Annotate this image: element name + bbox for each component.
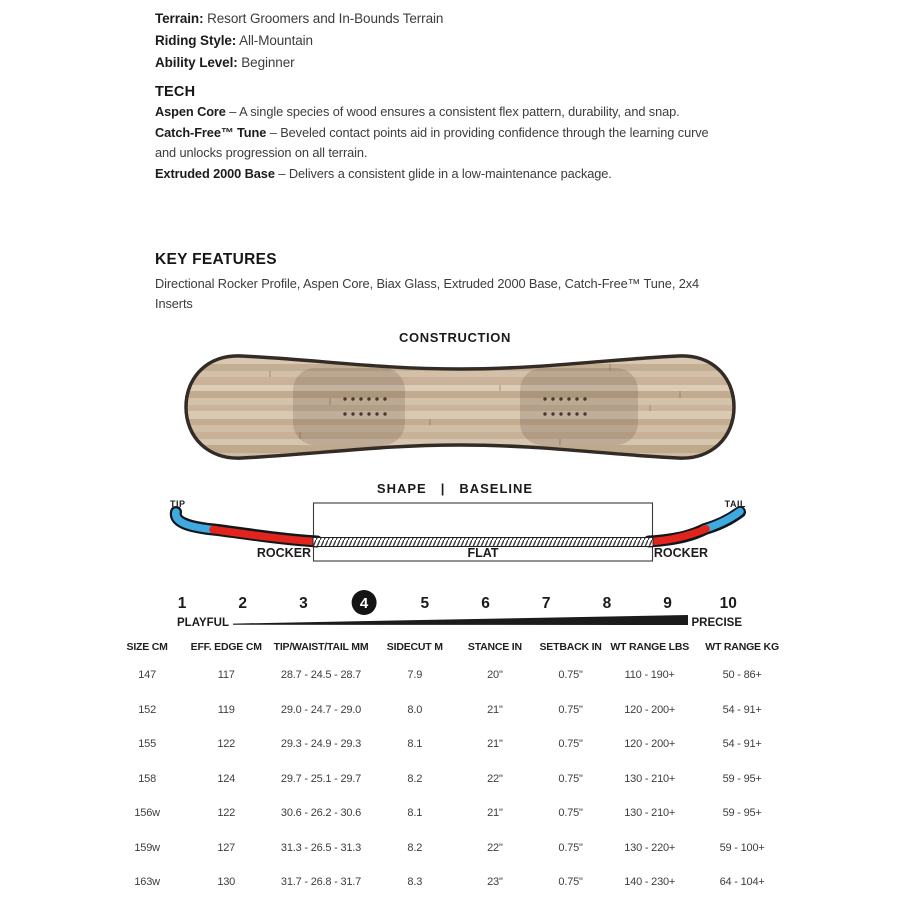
spec-table <box>112 636 794 900</box>
flex-gradient-wedge <box>233 615 688 625</box>
table-cell: 23" <box>487 876 503 889</box>
table-cell: 130 <box>217 876 236 889</box>
tech-item-desc: A single species of wood ensures a consistent flex pattern, durability, and snap. <box>239 104 680 119</box>
construction-heading: CONSTRUCTION <box>399 330 511 345</box>
scale-point-5: 5 <box>420 595 430 612</box>
tech-item-name: Aspen Core <box>155 104 226 119</box>
terrain-label: Terrain: <box>155 11 204 26</box>
table-cell: 0.75" <box>558 738 583 751</box>
tech-item-aspen-core <box>155 102 727 123</box>
riding-style-label: Riding Style: <box>155 33 237 48</box>
table-cell: 8.1 <box>407 807 423 820</box>
rocker-right-label: ROCKER <box>653 546 709 560</box>
table-cell: 21" <box>487 807 503 820</box>
table-cell: 7.9 <box>407 669 423 682</box>
table-cell: 119 <box>217 703 235 716</box>
table-cell: 0.75" <box>558 669 583 682</box>
table-cell: 30.6 - 26.2 - 30.6 <box>280 807 362 820</box>
shape-baseline-heading <box>155 481 755 496</box>
tech-item-catch-free-tune <box>155 123 727 164</box>
table-cell: 28.7 - 24.5 - 28.7 <box>280 669 362 682</box>
dash: – <box>269 124 277 140</box>
baseline-label: BASELINE <box>459 481 534 496</box>
table-header-row <box>112 636 794 658</box>
ability-level-label: Ability Level: <box>155 55 238 70</box>
table-cell: 29.3 - 24.9 - 29.3 <box>280 738 362 751</box>
column-header: WT RANGE LBS <box>610 641 690 653</box>
column-header: SETBACK IN <box>539 641 602 653</box>
tail-label: TAIL <box>724 499 746 509</box>
table-row <box>112 762 794 797</box>
column-header: STANCE IN <box>467 641 522 653</box>
table-cell: 147 <box>138 669 156 682</box>
table-cell: 0.75" <box>558 841 583 854</box>
table-cell: 8.2 <box>407 772 423 785</box>
table-cell: 59 - 95+ <box>722 807 762 820</box>
table-row <box>112 658 794 693</box>
table-cell: 110 - 190+ <box>624 669 675 682</box>
table-cell: 22" <box>487 841 503 854</box>
table-cell: 0.75" <box>558 807 583 820</box>
insert-pad-left <box>293 368 405 445</box>
table-row <box>112 865 794 900</box>
table-cell: 0.75" <box>558 772 583 785</box>
tech-item-desc: Beveled contact points aid in providing confidence through the learning curve and unlocks progression on all terrain. <box>155 124 709 160</box>
table-cell: 54 - 91+ <box>722 703 762 716</box>
scale-point-2: 2 <box>238 595 248 612</box>
table-row <box>112 831 794 866</box>
column-header: EFF. EDGE CM <box>190 641 262 653</box>
flex-rating-scale <box>155 586 755 634</box>
dash: – <box>229 104 237 119</box>
riding-style-value: All-Mountain <box>239 33 313 48</box>
scale-point-8: 8 <box>602 595 612 612</box>
table-cell: 140 - 230+ <box>624 876 676 889</box>
table-cell: 21" <box>487 738 503 751</box>
rocker-left-label: ROCKER <box>256 546 312 560</box>
table-cell: 31.7 - 26.8 - 31.7 <box>280 876 362 889</box>
table-cell: 0.75" <box>558 876 583 889</box>
terrain-value: Resort Groomers and In-Bounds Terrain <box>207 11 444 26</box>
table-cell: 59 - 100+ <box>719 841 765 854</box>
table-cell: 156w <box>134 807 160 820</box>
table-cell: 158 <box>138 772 156 785</box>
table-cell: 8.0 <box>407 703 423 716</box>
table-cell: 120 - 200+ <box>624 703 676 716</box>
scale-point-7: 7 <box>541 595 551 612</box>
table-cell: 8.3 <box>407 876 423 889</box>
table-cell: 22" <box>487 772 503 785</box>
precise-label: PRECISE <box>691 617 742 629</box>
tip-label: TIP <box>170 499 186 509</box>
table-cell: 122 <box>217 738 236 751</box>
table-cell: 130 - 210+ <box>624 772 676 785</box>
table-cell: 130 - 220+ <box>624 841 676 854</box>
table-cell: 127 <box>217 841 236 854</box>
insert-pad-right <box>520 368 638 445</box>
terrain-line <box>155 8 755 30</box>
table-cell: 8.2 <box>407 841 423 854</box>
key-features-text: Directional Rocker Profile, Aspen Core, Biax Glass, Extruded 2000 Base, Catch-Free™ Tune, 2x4 Inserts <box>155 276 700 311</box>
tech-heading: TECH <box>155 84 196 100</box>
table-cell: 21" <box>487 703 503 716</box>
table-cell: 20" <box>487 669 503 682</box>
table-cell: 54 - 91+ <box>722 738 762 751</box>
column-header: SIDECUT M <box>386 641 443 653</box>
shape-label: SHAPE <box>376 481 427 496</box>
table-cell: 124 <box>217 772 236 785</box>
key-features-block <box>155 250 755 313</box>
table-cell: 163w <box>134 876 160 889</box>
divider-pipe: | <box>440 481 446 496</box>
flat-label: FLAT <box>467 546 499 560</box>
table-cell: 120 - 200+ <box>624 738 676 751</box>
table-cell: 0.75" <box>558 703 583 716</box>
ability-level-value: Beginner <box>241 55 295 70</box>
tech-item-extruded-base <box>155 164 727 185</box>
table-cell: 117 <box>217 669 235 682</box>
table-cell: 59 - 95+ <box>722 772 762 785</box>
snowboard-construction-image <box>180 350 740 466</box>
scale-point-3: 3 <box>299 595 308 612</box>
tech-item-desc: Delivers a consistent glide in a low-maintenance package. <box>288 165 612 181</box>
riding-style-line <box>155 30 755 52</box>
table-row <box>112 727 794 762</box>
table-cell: 122 <box>217 807 236 820</box>
scale-point-1: 1 <box>177 595 187 612</box>
tech-item-name: Extruded 2000 Base <box>155 165 275 181</box>
dash: – <box>278 165 286 181</box>
playful-label: PLAYFUL <box>177 617 229 629</box>
column-header: WT RANGE KG <box>705 641 779 653</box>
table-cell: 50 - 86+ <box>722 669 762 682</box>
ability-level-line <box>155 52 755 74</box>
table-cell: 31.3 - 26.5 - 31.3 <box>280 841 362 854</box>
table-cell: 130 - 210+ <box>624 807 676 820</box>
table-cell: 159w <box>134 841 160 854</box>
table-cell: 8.1 <box>407 738 423 751</box>
tech-item-name: Catch-Free™ Tune <box>155 124 267 140</box>
table-cell: 29.7 - 25.1 - 29.7 <box>280 772 362 785</box>
table-row <box>112 796 794 831</box>
scale-point-4-selected: 4 <box>359 595 369 612</box>
scale-point-10: 10 <box>719 595 737 612</box>
scale-point-9: 9 <box>663 595 672 612</box>
baseline-profile-diagram <box>162 497 754 569</box>
column-header: SIZE CM <box>126 641 168 653</box>
table-cell: 152 <box>138 703 156 716</box>
key-features-heading: KEY FEATURES <box>155 251 277 268</box>
column-header: TIP/WAIST/TAIL MM <box>273 641 369 653</box>
scale-point-6: 6 <box>481 595 490 612</box>
table-cell: 29.0 - 24.7 - 29.0 <box>280 703 362 716</box>
table-row <box>112 693 794 728</box>
table-cell: 155 <box>138 738 156 751</box>
product-details-block <box>155 8 755 184</box>
table-cell: 64 - 104+ <box>719 876 765 889</box>
